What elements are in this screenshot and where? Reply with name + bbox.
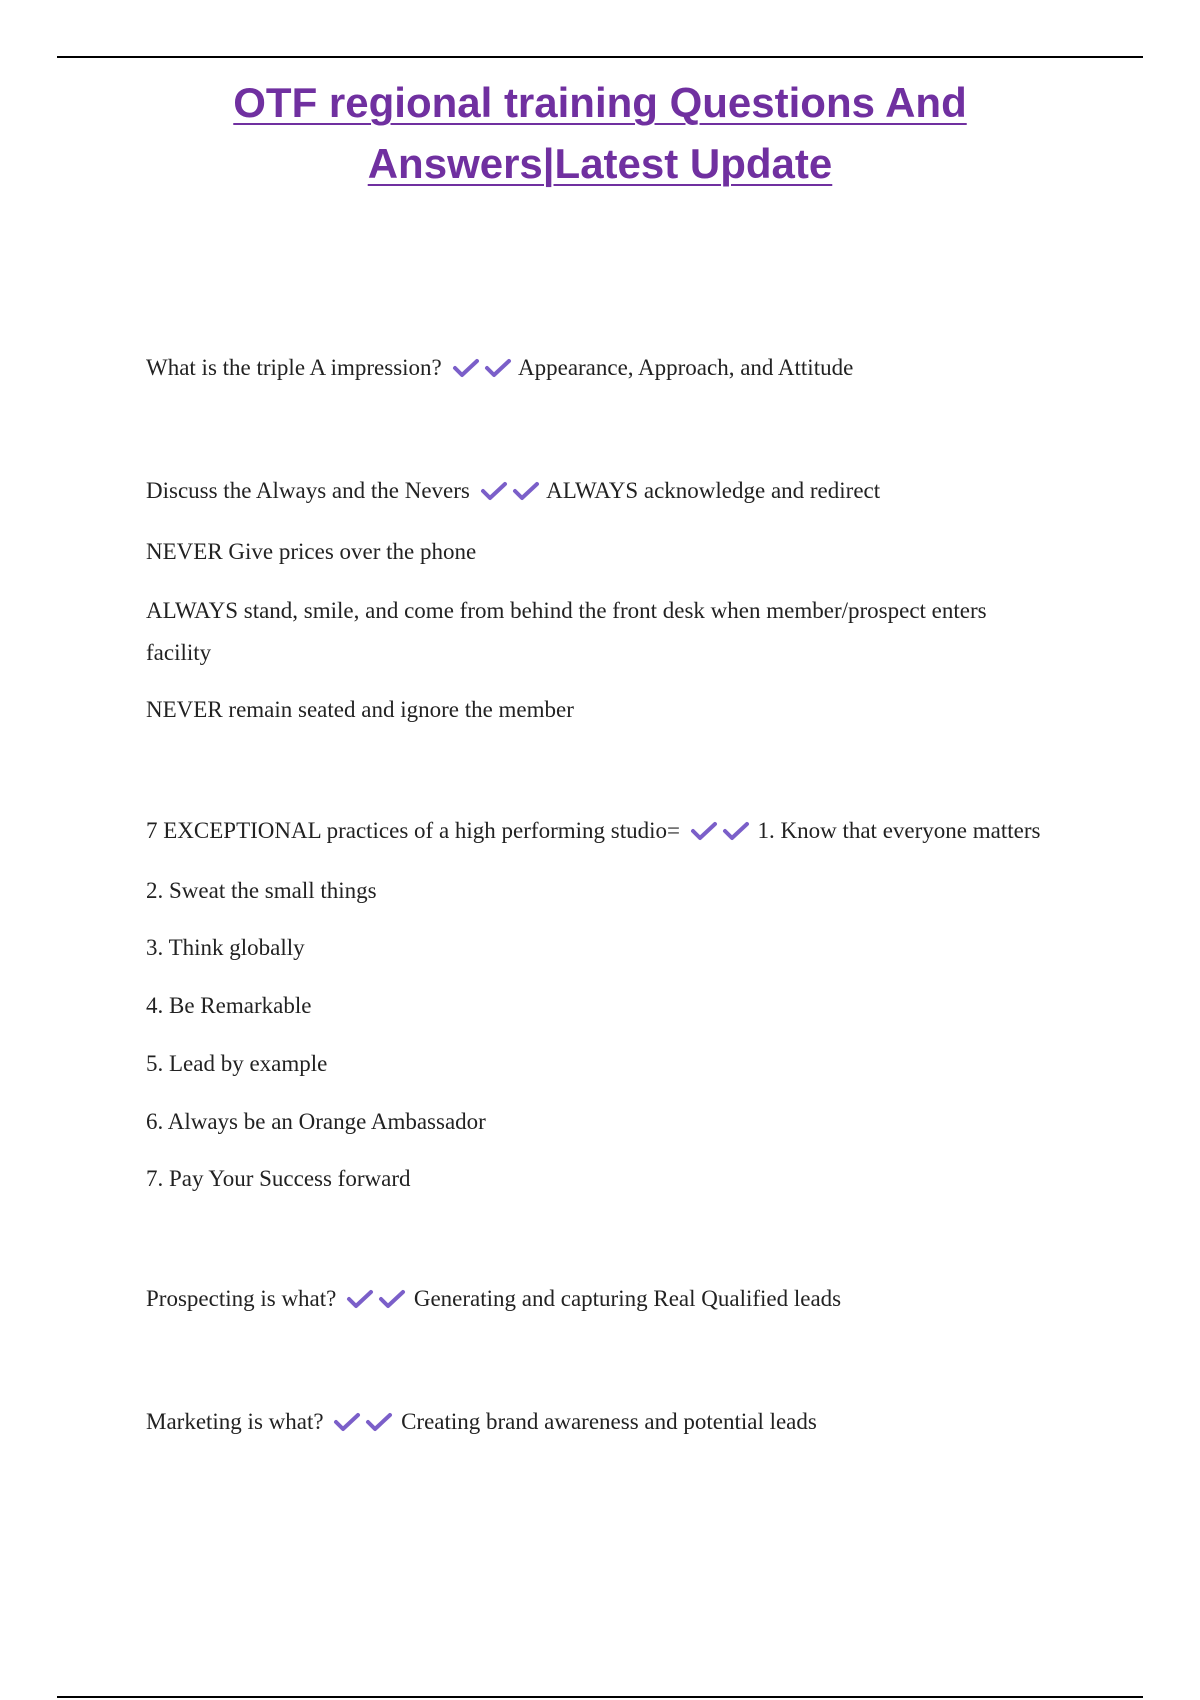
list-item: 7. Pay Your Success forward: [146, 1166, 411, 1191]
answer-continuation: NEVER Give prices over the phone: [146, 539, 477, 564]
question-text: What is the triple A impression?: [146, 355, 442, 380]
double-checkmark-icon: [448, 355, 512, 380]
double-checkmark-icon: [329, 1409, 393, 1434]
question-text: Discuss the Always and the Nevers: [146, 478, 470, 503]
page-title: [120, 72, 1080, 194]
list-item: 3. Think globally: [146, 935, 305, 960]
answer-text: ALWAYS acknowledge and redirect: [546, 478, 881, 503]
double-checkmark-icon: [476, 478, 540, 503]
qa-item-1: [146, 353, 853, 383]
answer-text: Generating and capturing Real Qualified leads: [413, 1286, 842, 1311]
list-item: 4. Be Remarkable: [146, 993, 312, 1018]
answer-text: 1. Know that everyone matters: [757, 818, 1041, 843]
list-item: 6. Always be an Orange Ambassador: [146, 1109, 486, 1134]
list-item: 5. Lead by example: [146, 1051, 328, 1076]
list-item: 2. Sweat the small things: [146, 878, 377, 903]
qa-item-5: [146, 1407, 817, 1437]
title-line-2: Answers|Latest Update: [367, 140, 833, 187]
qa-item-4: [146, 1284, 841, 1314]
question-text: Marketing is what?: [146, 1409, 324, 1434]
question-text: Prospecting is what?: [146, 1286, 337, 1311]
double-checkmark-icon: [342, 1286, 406, 1311]
answer-continuation: ALWAYS stand, smile, and come from behind the front desk when member/prospect enters facility: [146, 598, 987, 665]
qa-item-2: [146, 476, 880, 506]
title-line-1: OTF regional training Questions And: [233, 79, 967, 126]
top-rule: [57, 56, 1143, 58]
answer-text: Creating brand awareness and potential leads: [401, 1409, 817, 1434]
double-checkmark-icon: [686, 818, 750, 843]
bottom-rule: [57, 1696, 1143, 1698]
answer-text: Appearance, Approach, and Attitude: [518, 355, 854, 380]
answer-continuation: NEVER remain seated and ignore the member: [146, 697, 574, 722]
qa-item-3: [146, 816, 1040, 846]
question-text: 7 EXCEPTIONAL practices of a high performing studio=: [146, 818, 680, 843]
